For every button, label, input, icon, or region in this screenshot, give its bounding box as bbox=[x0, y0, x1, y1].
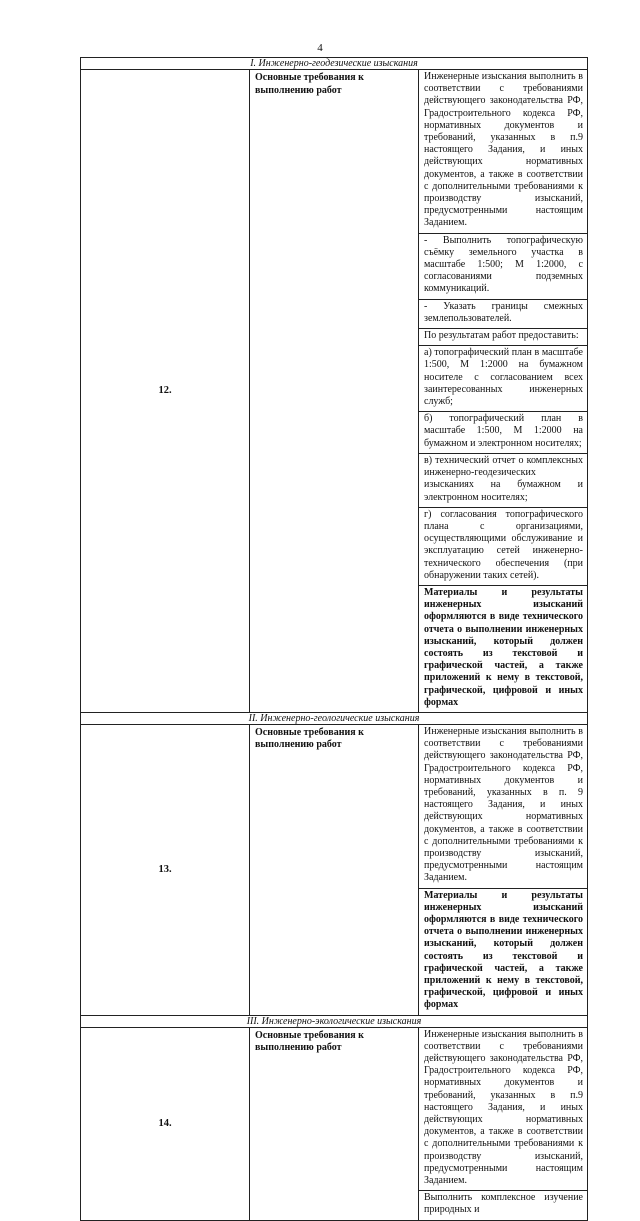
description-paragraph: - Выполнить топографическую съёмку земельного участка в масштабе 1:500; М 1:2000, с согласованиями подземных коммуникаций. bbox=[419, 234, 587, 300]
requirement-label: Основные требования к выполнению работ bbox=[250, 1027, 419, 1220]
table-row bbox=[81, 70, 588, 713]
description-paragraph: Материалы и результаты инженерных изысканий оформляются в виде технического отчета о выполнении инженерных изысканий, который должен состоять из текстовой и графической частей, а также приложений к нему в текстовой, графической, цифровой и иных формах bbox=[424, 889, 583, 1011]
description-paragraph: Материалы и результаты инженерных изысканий оформляются в виде технического отчета о выполнении инженерных изысканий, который должен состоять из текстовой и графической частей, а также приложений к нему в текстовой, графической, цифровой и иных формах bbox=[424, 586, 583, 708]
description-paragraph: По результатам работ предоставить: bbox=[419, 329, 587, 346]
section-header-row bbox=[81, 712, 588, 724]
row-number: 13. bbox=[81, 724, 250, 1015]
table-row bbox=[81, 1027, 588, 1220]
description-paragraph: Инженерные изыскания выполнить в соответствии с требованиями действующего законодательства РФ, Градостроительного кодекса РФ, нормативных документов и требований, указанных в п.9 настоящего Задания, и иных действующих нормативных документов, а также в соответствии с дополнительными требованиями к производству изысканий, предусмотренными настоящим Заданием. bbox=[419, 1028, 587, 1192]
requirement-description bbox=[419, 724, 588, 1015]
section-title: II. Инженерно-геологические изыскания bbox=[81, 712, 588, 724]
requirement-description bbox=[419, 1027, 588, 1220]
requirement-label: Основные требования к выполнению работ bbox=[250, 724, 419, 1015]
description-paragraph: Инженерные изыскания выполнить в соответствии с требованиями действующего законодательства РФ, Градостроительного кодекса РФ, нормативных документов и требований, указанных в п.9 настоящего Задания, и иных действующих нормативных документов, а также в соответствии с дополнительными требованиями к производству изысканий, предусмотренными настоящим Заданием. bbox=[419, 70, 587, 234]
requirement-label: Основные требования к выполнению работ bbox=[250, 70, 419, 713]
description-paragraph: а) топографический план в масштабе 1:500, М 1:2000 на бумажном носителе с согласованием всех заинтересованных инженерных служб; bbox=[419, 346, 587, 412]
description-paragraph: б) топографический план в масштабе 1:500, М 1:2000 на бумажном и электронном носителях; bbox=[419, 412, 587, 454]
requirements-table bbox=[80, 57, 588, 1221]
description-paragraph: г) согласования топографического плана с организациями, осуществляющими обслуживание и эксплуатацию сетей инженерно-технического обеспечения (при обнаружении таких сетей). bbox=[419, 508, 587, 586]
page-number: 4 bbox=[317, 42, 323, 54]
row-number: 12. bbox=[81, 70, 250, 713]
section-header-row bbox=[81, 1015, 588, 1027]
description-paragraph: в) технический отчет о комплексных инженерно-геодезических изысканиях на бумажном и электронном носителях; bbox=[419, 454, 587, 508]
description-paragraph: Инженерные изыскания выполнить в соответствии с требованиями действующего законодательства РФ, Градостроительного кодекса РФ, нормативных документов и требований, указанных в п. 9 настоящего Задания, и иных действующих нормативных документов, а также в соответствии с дополнительными требованиями к производству изысканий, предусмотренными настоящим Заданием. bbox=[419, 725, 587, 889]
description-paragraph: Выполнить комплексное изучение природных и bbox=[424, 1192, 583, 1216]
section-title: III. Инженерно-экологические изыскания bbox=[81, 1015, 588, 1027]
row-number: 14. bbox=[81, 1027, 250, 1220]
section-header-row bbox=[81, 58, 588, 70]
requirement-description bbox=[419, 70, 588, 713]
description-paragraph: - Указать границы смежных землепользователей. bbox=[419, 300, 587, 329]
table-row bbox=[81, 724, 588, 1015]
section-title: I. Инженерно-геодезические изыскания bbox=[81, 58, 588, 70]
